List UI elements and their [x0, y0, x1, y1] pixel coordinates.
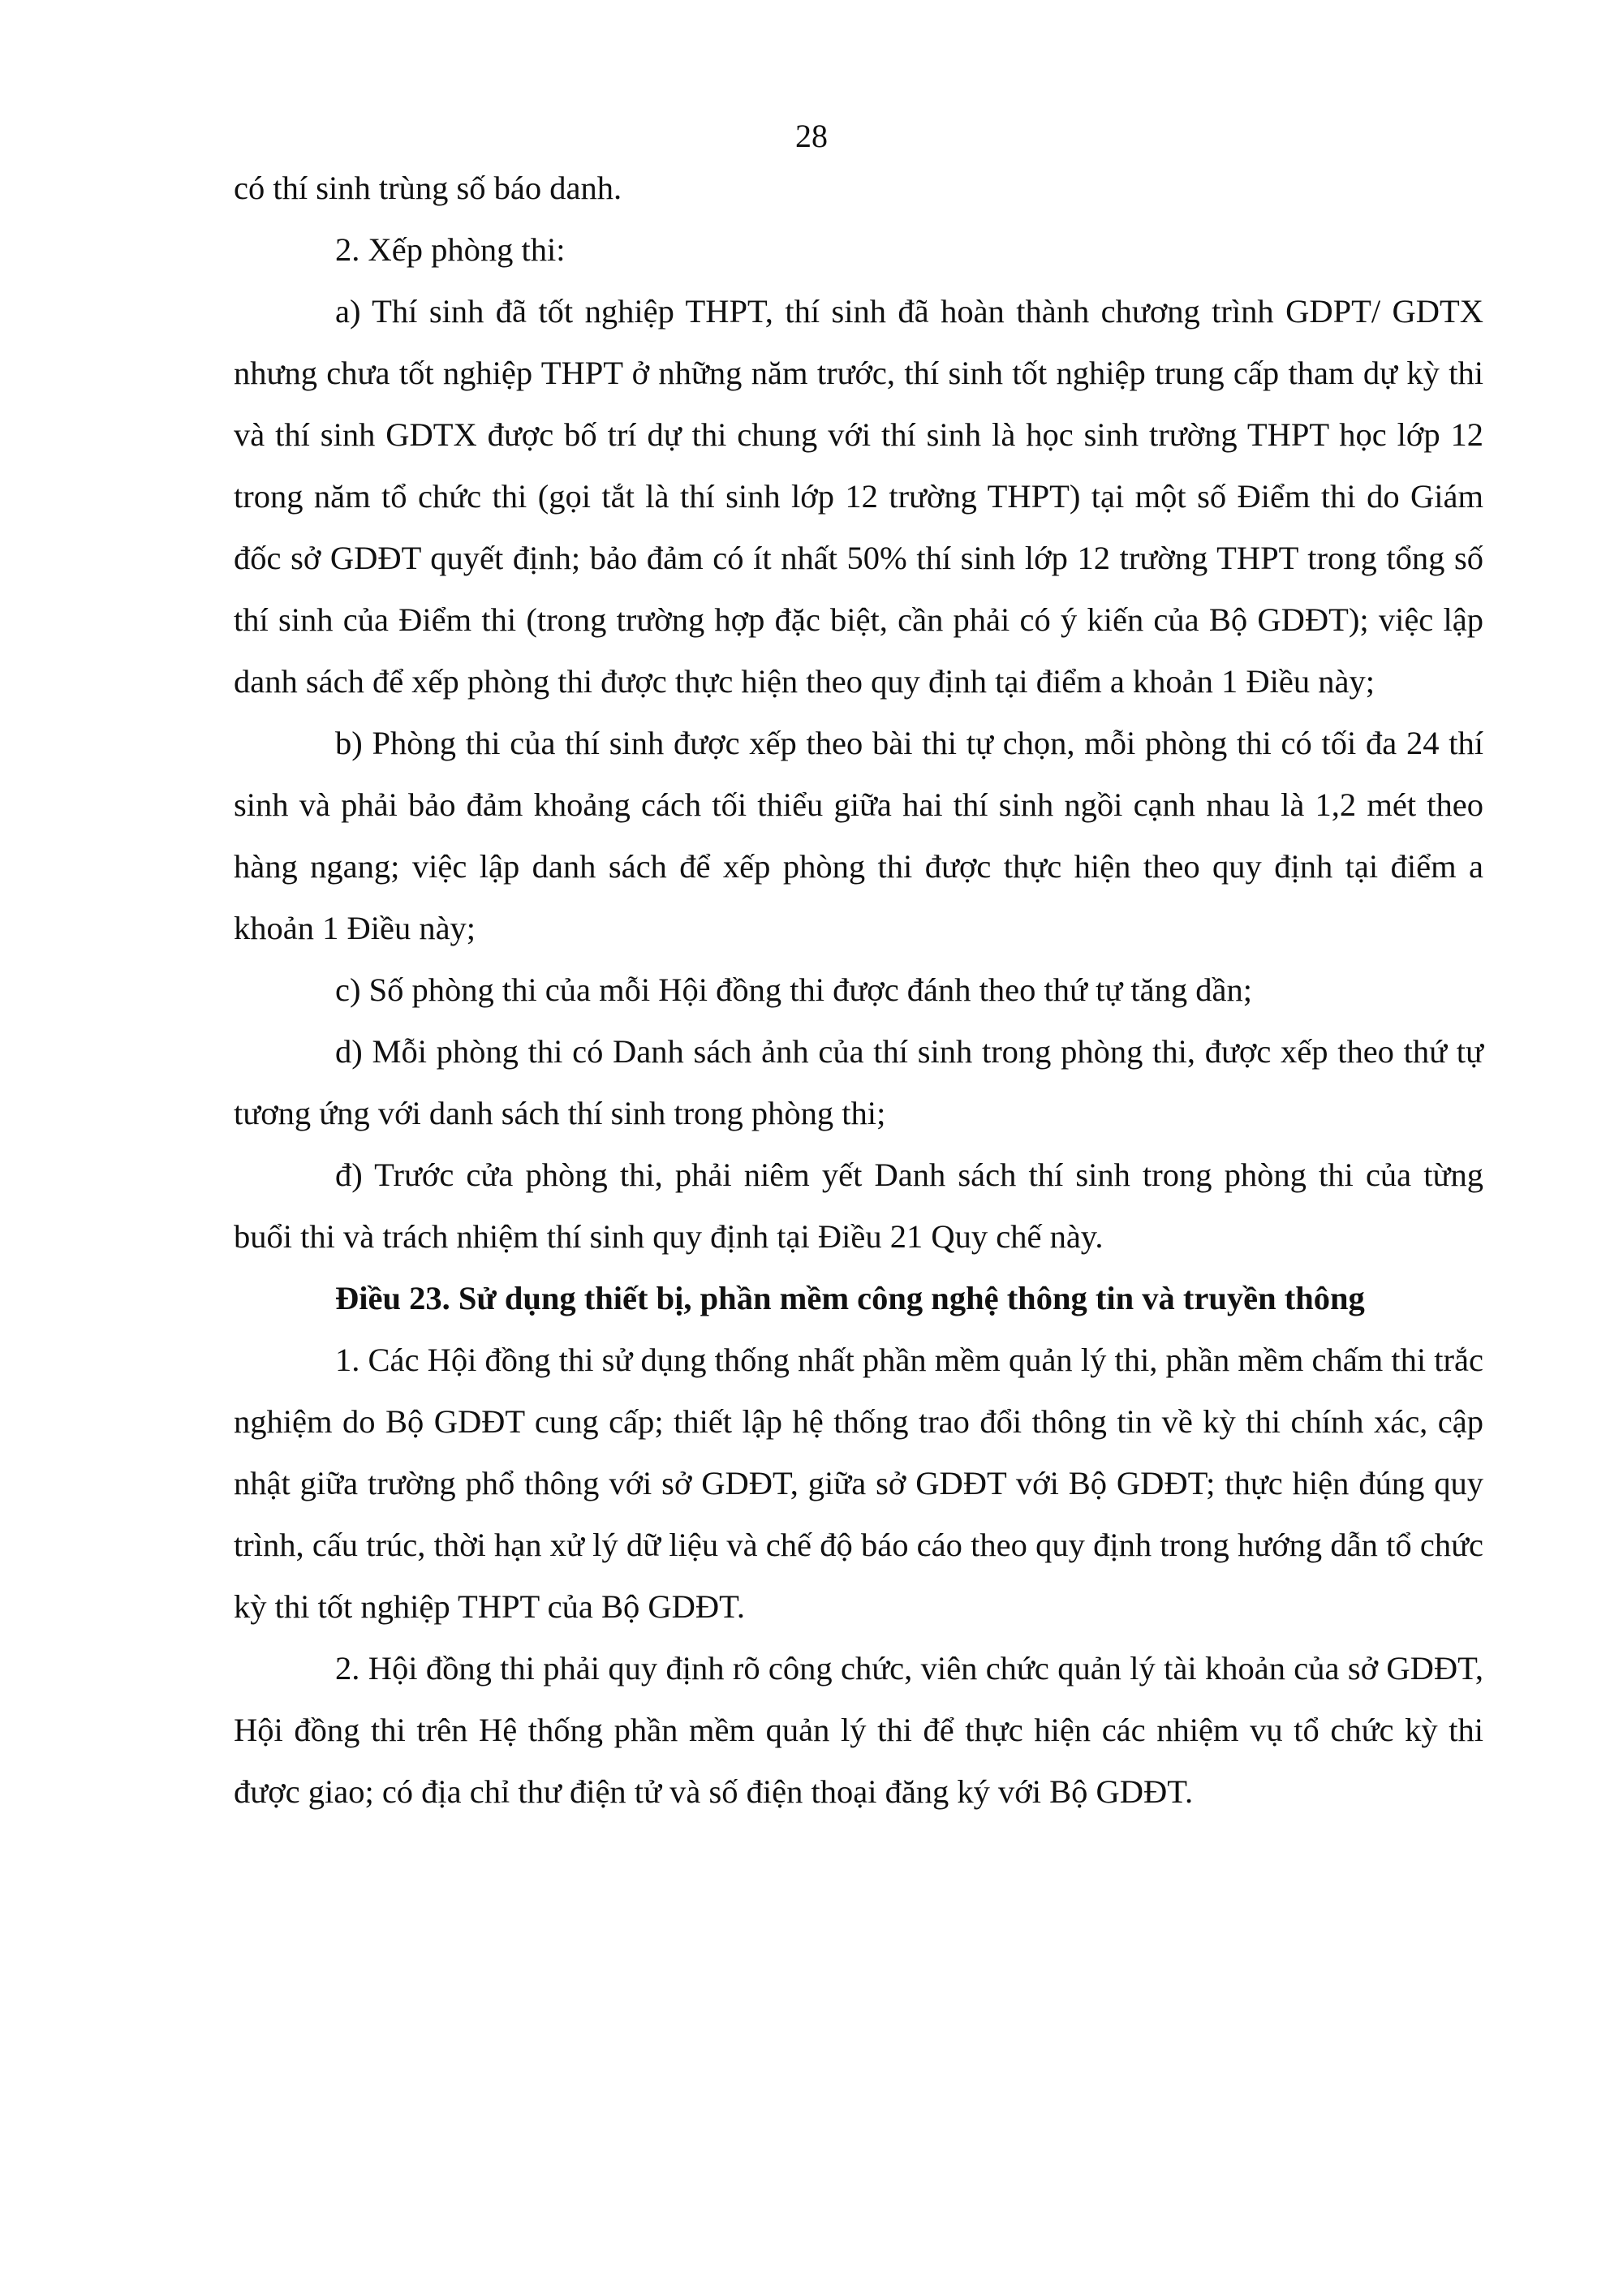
clause-2a: a) Thí sinh đã tốt nghiệp THPT, thí sinh đã hoàn thành chương trình GDPT/ GDTX nhưng chưa tốt nghiệp THPT ở những năm trước, thí sinh tốt nghiệp trung cấp tham dự kỳ thi và thí sinh GDTX được bố trí dự thi chung với thí sinh là học sinh trường THPT học lớp 12 trong năm tổ chức thi (gọi tắt là thí sinh lớp 12 trường THPT) tại một số Điểm thi do Giám đốc sở GDĐT quyết định; bảo đảm có ít nhất 50% thí sinh lớp 12 trường THPT trong tổng số thí sinh của Điểm thi (trong trường hợp đặc biệt, cần phải có ý kiến của Bộ GDĐT); việc lập danh sách để xếp phòng thi được thực hiện theo quy định tại điểm a khoản 1 Điều này;	[234, 293, 1483, 700]
article-23-heading: Điều 23. Sử dụng thiết bị, phần mềm công nghệ thông tin và truyền thông	[335, 1280, 1365, 1316]
page-number: 28	[795, 118, 828, 154]
clause-2-heading: 2. Xếp phòng thi:	[335, 231, 566, 268]
article-23-clause-1: 1. Các Hội đồng thi sử dụng thống nhất phần mềm quản lý thi, phần mềm chấm thi trắc nghiệm do Bộ GDĐT cung cấp; thiết lập hệ thống trao đổi thông tin về kỳ thi chính xác, cập nhật giữa trường phổ thông với sở GDĐT, giữa sở GDĐT với Bộ GDĐT; thực hiện đúng quy trình, cấu trúc, thời hạn xử lý dữ liệu và chế độ báo cáo theo quy định trong hướng dẫn tổ chức kỳ thi tốt nghiệp THPT của Bộ GDĐT.	[234, 1342, 1483, 1625]
document-body	[234, 157, 1483, 1823]
clause-2b: b) Phòng thi của thí sinh được xếp theo bài thi tự chọn, mỗi phòng thi có tối đa 24 thí sinh và phải bảo đảm khoảng cách tối thiểu giữa hai thí sinh ngồi cạnh nhau là 1,2 mét theo hàng ngang; việc lập danh sách để xếp phòng thi được thực hiện theo quy định tại điểm a khoản 1 Điều này;	[234, 725, 1483, 946]
clause-2dd: đ) Trước cửa phòng thi, phải niêm yết Danh sách thí sinh trong phòng thi của từng buổi thi và trách nhiệm thí sinh quy định tại Điều 21 Quy chế này.	[234, 1157, 1483, 1255]
clause-2c: c) Số phòng thi của mỗi Hội đồng thi được đánh theo thứ tự tăng dần;	[335, 971, 1252, 1008]
clause-2d: d) Mỗi phòng thi có Danh sách ảnh của thí sinh trong phòng thi, được xếp theo thứ tự tương ứng với danh sách thí sinh trong phòng thi;	[234, 1033, 1483, 1131]
paragraph-continuation: có thí sinh trùng số báo danh.	[234, 170, 622, 206]
article-23-clause-2: 2. Hội đồng thi phải quy định rõ công chức, viên chức quản lý tài khoản của sở GDĐT, Hội đồng thi trên Hệ thống phần mềm quản lý thi để thực hiện các nhiệm vụ tổ chức kỳ thi được giao; có địa chỉ thư điện tử và số điện thoại đăng ký với Bộ GDĐT.	[234, 1650, 1483, 1810]
